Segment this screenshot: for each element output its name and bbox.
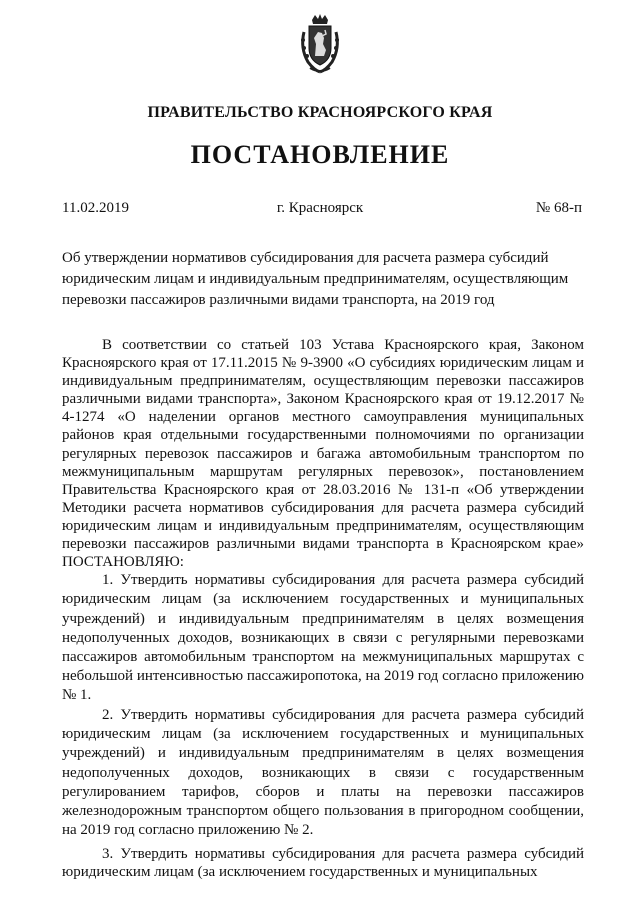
coat-of-arms-icon [298, 14, 342, 74]
document-subject: Об утверждении нормативов субсидирования для расчета размера субсидий юридическим лицам и индивидуальным предпринимателям, осуществляющим перевозки пассажиров различными видами транспорта, на 2019 год [62, 250, 569, 308]
document-date: 11.02.2019 [62, 200, 129, 216]
point-3-paragraph: 3. Утвердить нормативы субсидирования для расчета размера субсидий юридическим лицам (за исключением государственных и муниципальных [62, 845, 584, 880]
point-1-paragraph: 1. Утвердить нормативы субсидирования для расчета размера субсидий юридическим лицам (за исключением государственных и муниципальных учреждений) и индивидуальным предпринимателям в целях возмещения недополученных доходов, возникающих в связи с регулярными перевозками пассажиров автомобильным транспортом на межмуниципальных маршрутах с небольшой интенсивностью пассажиропотока, на 2019 год согласно приложению № 1. [62, 572, 584, 704]
document-body [62, 336, 584, 881]
government-title: ПРАВИТЕЛЬСТВО КРАСНОЯРСКОГО КРАЯ [147, 104, 493, 121]
preamble-paragraph: В соответствии со статьей 103 Устава Красноярского края, Законом Красноярского края от 17.11.2015 № 9-3900 «О субсидиях юридическим лицам и индивидуальным предпринимателям, осуществляющим перевозки пассажиров различными видами транспорта», Законом Красноярского края от 19.12.2017 № 4-1274 «О наделении органов местного самоуправления муниципальных районов края отдельными государственными полномочиями по организации регулярных перевозок пассажиров и багажа автомобильным транспортом по межмуниципальным маршрутам регулярных перевозок», постановлением Правительства Красноярского края от 28.03.2016 № 131-п «Об утверждении Методики расчета нормативов субсидирования для расчета размера субсидий юридическим лицам и индивидуальным предпринимателям, осуществляющим перевозки пассажиров различными видами транспорта в Красноярском крае» ПОСТАНОВЛЯЮ: [62, 337, 584, 571]
document-type-heading: ПОСТАНОВЛЕНИЕ [190, 140, 450, 169]
document-number: № 68-п [535, 200, 582, 216]
document-city: г. Красноярск [276, 200, 364, 216]
point-2-paragraph: 2. Утвердить нормативы субсидирования для расчета размера субсидий юридическим лицам (за исключением государственных и муниципальных учреждений) и индивидуальным предпринимателям в целях возмещения недополученных доходов, возникающих в связи с государственным регулированием тарифов, сборов и платы на перевозки пассажиров железнодорожным транспортом общего пользования в пригородном сообщении, на 2019 год согласно приложению № 2. [62, 706, 584, 839]
